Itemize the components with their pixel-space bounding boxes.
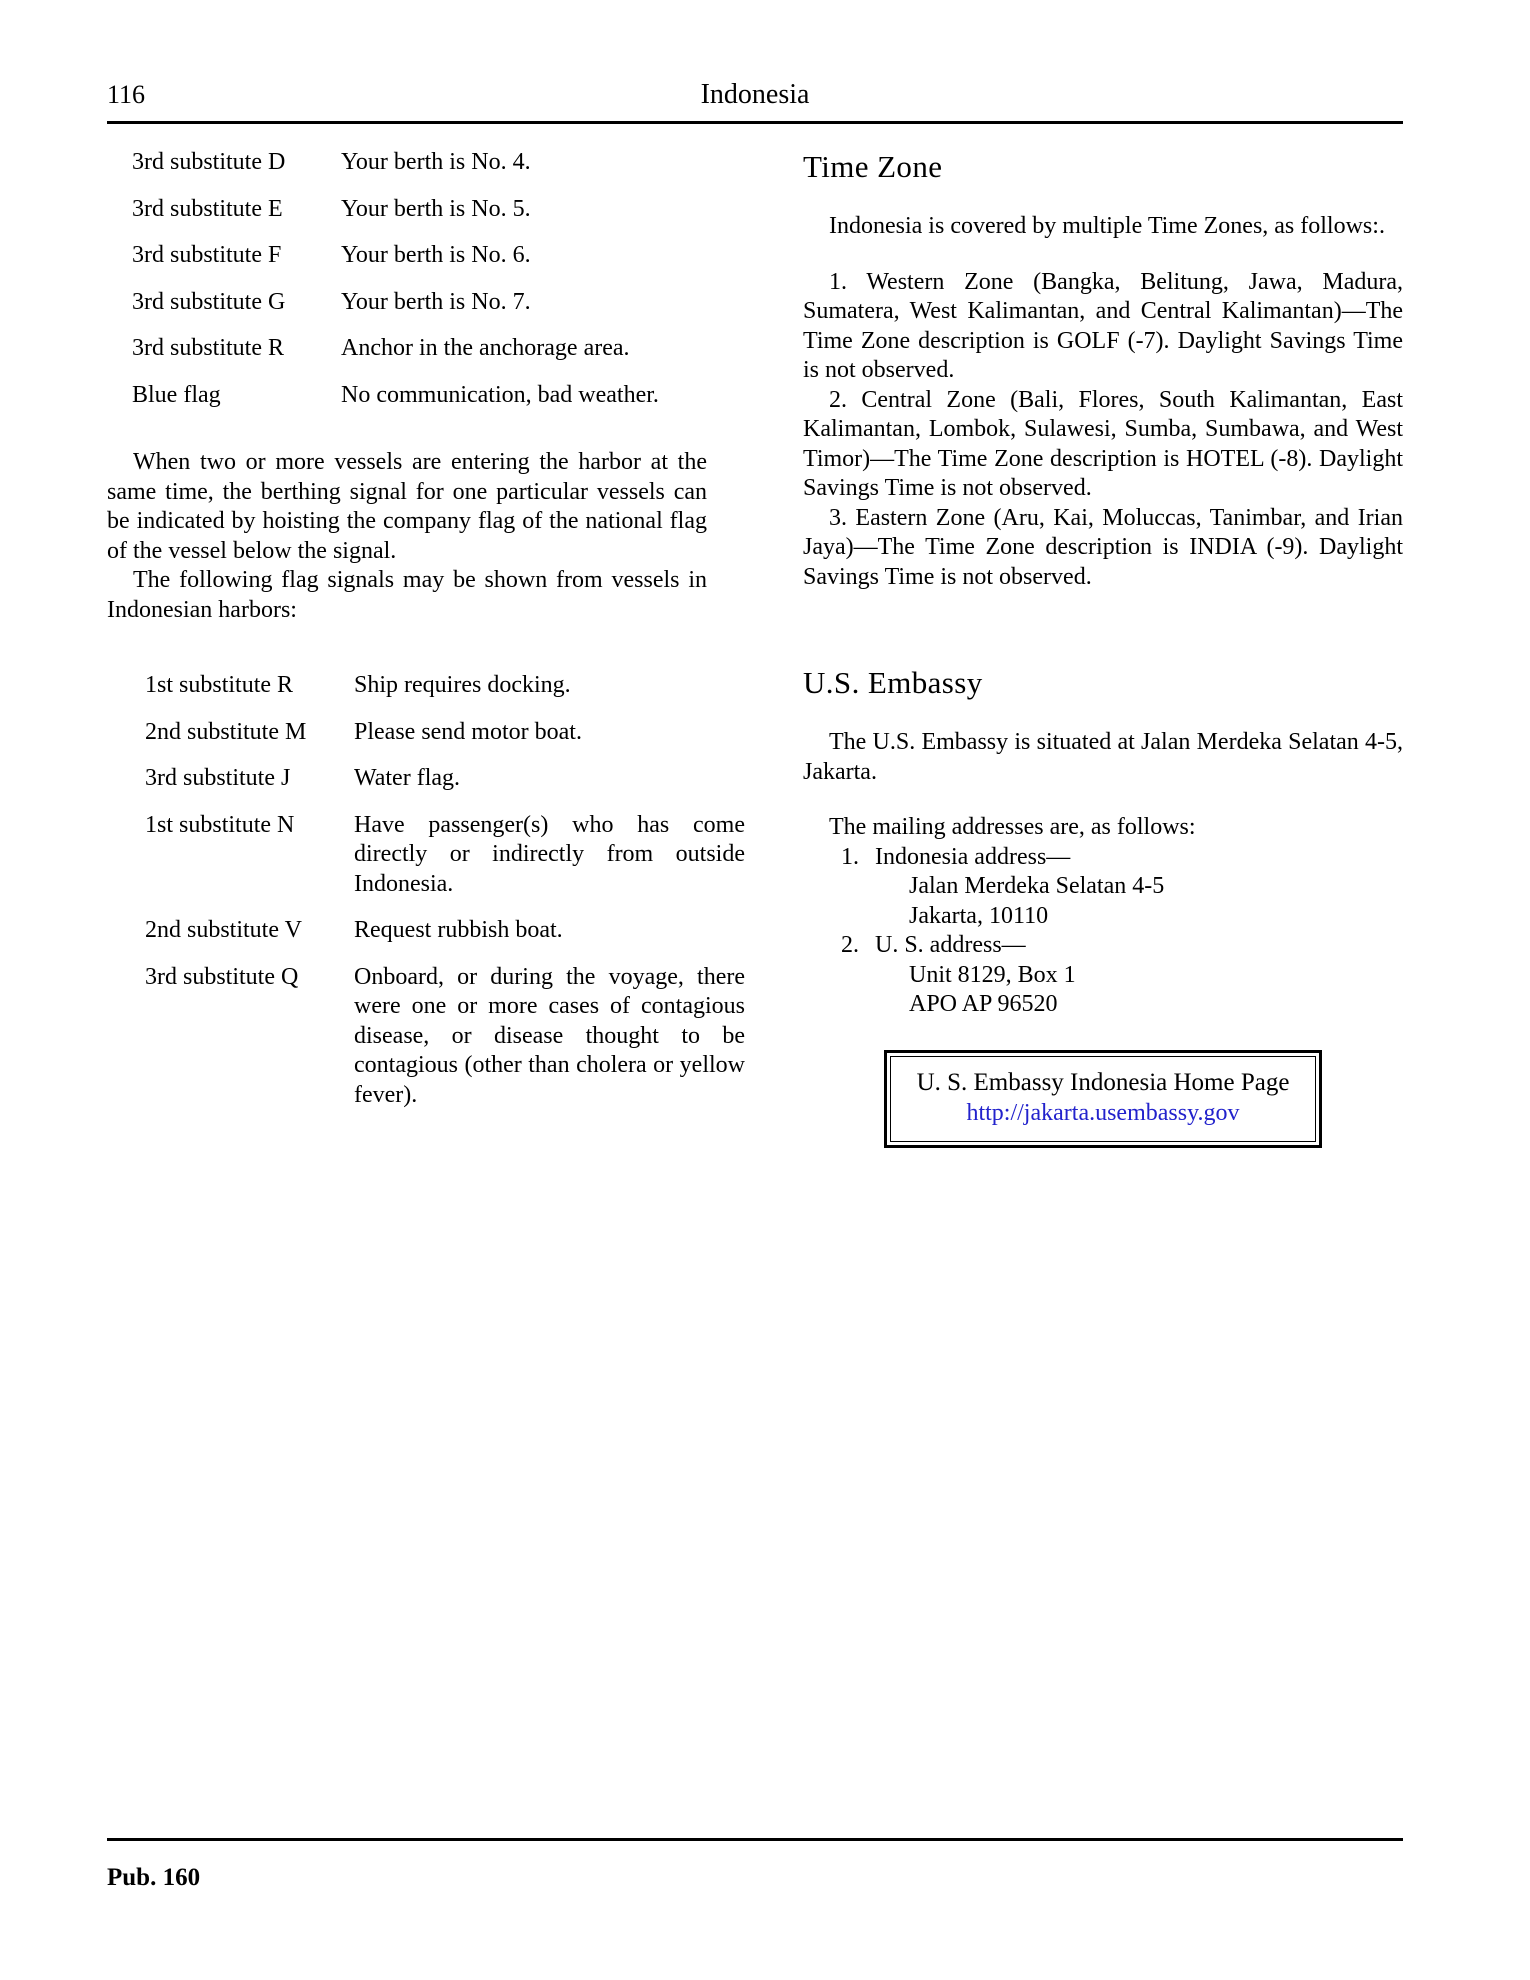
address-label: U. S. address— xyxy=(875,932,1026,958)
address-body xyxy=(875,931,1076,1020)
section-heading-time-zone: Time Zone xyxy=(803,149,943,184)
time-zone-list xyxy=(803,268,1403,593)
table-row xyxy=(132,381,732,411)
table-row xyxy=(132,241,732,288)
footer-divider xyxy=(107,1838,1403,1841)
berth-signals-table xyxy=(132,148,732,410)
page-header xyxy=(107,78,1403,118)
time-zone-item-western: 1. Western Zone (Bangka, Belitung, Jawa, Madura, Sumatera, West Kalimantan, and Central Kalimantan)—The Time Zone description is GOLF (-7). Daylight Savings Time is not observed. xyxy=(803,268,1403,383)
signal-description: Your berth is No. 4. xyxy=(341,149,531,175)
signal-description: Water flag. xyxy=(354,765,461,791)
signal-description: Anchor in the anchorage area. xyxy=(341,335,630,361)
signal-term: 1st substitute R xyxy=(145,672,294,698)
table-row xyxy=(145,764,745,811)
address-number: 1. xyxy=(841,843,859,870)
paragraph-flag-signals-intro: The following flag signals may be shown from vessels in Indonesian harbors: xyxy=(107,567,707,623)
address-line: Unit 8129, Box 1 xyxy=(909,961,1076,988)
spacer xyxy=(803,638,1403,664)
homepage-box-inner xyxy=(890,1056,1317,1142)
signal-term: 3rd substitute E xyxy=(132,195,283,222)
spacer xyxy=(107,625,707,671)
table-row xyxy=(145,671,745,718)
signal-term: 1st substitute N xyxy=(145,811,295,838)
table-row xyxy=(145,963,745,1111)
address-line: APO AP 96520 xyxy=(909,991,1058,1017)
spacer xyxy=(803,592,1403,638)
list-item xyxy=(841,843,1403,932)
signal-description: Have passenger(s) who has come directly or indirectly from outside Indonesia. xyxy=(354,811,745,897)
list-item xyxy=(841,931,1403,1020)
spacer xyxy=(803,242,1403,268)
spacer xyxy=(803,702,1403,728)
signal-term: Blue flag xyxy=(132,381,221,408)
table-row xyxy=(132,288,732,335)
signal-term: 3rd substitute R xyxy=(132,335,285,361)
header-divider xyxy=(107,121,1403,124)
section-heading-us-embassy: U.S. Embassy xyxy=(803,665,983,700)
table-row xyxy=(145,718,745,765)
address-line: Jalan Merdeka Selatan 4-5 xyxy=(909,873,1165,899)
homepage-box-title: U. S. Embassy Indonesia Home Page xyxy=(916,1068,1290,1096)
paragraph-time-zone-intro: Indonesia is covered by multiple Time Zones, as follows:. xyxy=(829,213,1385,239)
address-body xyxy=(875,843,1164,932)
signal-term: 3rd substitute G xyxy=(132,288,286,315)
table-row xyxy=(132,148,732,195)
address-number: 2. xyxy=(841,932,859,958)
signal-term: 3rd substitute D xyxy=(132,149,286,175)
signal-description: Your berth is No. 5. xyxy=(341,195,531,222)
publication-label: Pub. 160 xyxy=(107,1864,201,1891)
signal-term: 3rd substitute Q xyxy=(145,963,299,990)
page-title: Indonesia xyxy=(700,79,810,110)
spacer xyxy=(107,410,707,448)
signal-term: 2nd substitute V xyxy=(145,917,302,943)
table-row xyxy=(145,916,745,963)
signal-description: Your berth is No. 6. xyxy=(341,242,531,268)
signal-description: Onboard, or during the voyage, there were one or more cases of contagious disease, or disease thought to be contagious (other than cholera or yellow fever). xyxy=(354,963,745,1108)
signal-term: 3rd substitute F xyxy=(132,242,282,268)
homepage-box-wrapper xyxy=(803,1050,1403,1148)
paragraph-embassy-location: The U.S. Embassy is situated at Jalan Merdeka Selatan 4-5, Jakarta. xyxy=(803,729,1403,785)
table-row xyxy=(132,334,732,381)
signal-description: No communication, bad weather. xyxy=(341,381,659,408)
left-column xyxy=(107,148,745,1110)
spacer xyxy=(803,186,1403,212)
flag-signals-table xyxy=(145,671,745,1110)
address-label: Indonesia address— xyxy=(875,843,1071,870)
signal-description: Request rubbish boat. xyxy=(354,917,563,943)
page-number: 116 xyxy=(107,80,146,109)
signal-term: 2nd substitute M xyxy=(145,718,307,745)
mailing-address-list xyxy=(803,843,1403,1020)
table-row xyxy=(145,811,745,917)
signal-term: 3rd substitute J xyxy=(145,765,291,791)
signal-description: Your berth is No. 7. xyxy=(341,288,531,315)
homepage-box xyxy=(884,1050,1323,1148)
paragraph-mailing-intro: The mailing addresses are, as follows: xyxy=(829,814,1196,840)
signal-description: Please send motor boat. xyxy=(354,718,582,745)
spacer xyxy=(803,787,1403,813)
time-zone-item-central: 2. Central Zone (Bali, Flores, South Kalimantan, East Kalimantan, Lombok, Sulawesi, Sumba, Sumbawa, and West Timor)—The Time Zone description is HOTEL (-8). Daylight Savings Time is not observed. xyxy=(803,386,1403,501)
paragraph-berthing-signal: When two or more vessels are entering the harbor at the same time, the berthing signal for one particular vessels can be indicated by hoisting the company flag of the national flag of the vessel below the signal. xyxy=(107,449,707,564)
time-zone-item-eastern: 3. Eastern Zone (Aru, Kai, Moluccas, Tanimbar, and Irian Jaya)—The Time Zone description is INDIA (-9). Daylight Savings Time is not observed. xyxy=(803,504,1403,590)
embassy-homepage-link[interactable]: http://jakarta.usembassy.gov xyxy=(966,1099,1240,1126)
right-column xyxy=(803,148,1403,1148)
address-line: Jakarta, 10110 xyxy=(909,902,1049,929)
table-row xyxy=(132,195,732,242)
signal-description: Ship requires docking. xyxy=(354,672,571,698)
